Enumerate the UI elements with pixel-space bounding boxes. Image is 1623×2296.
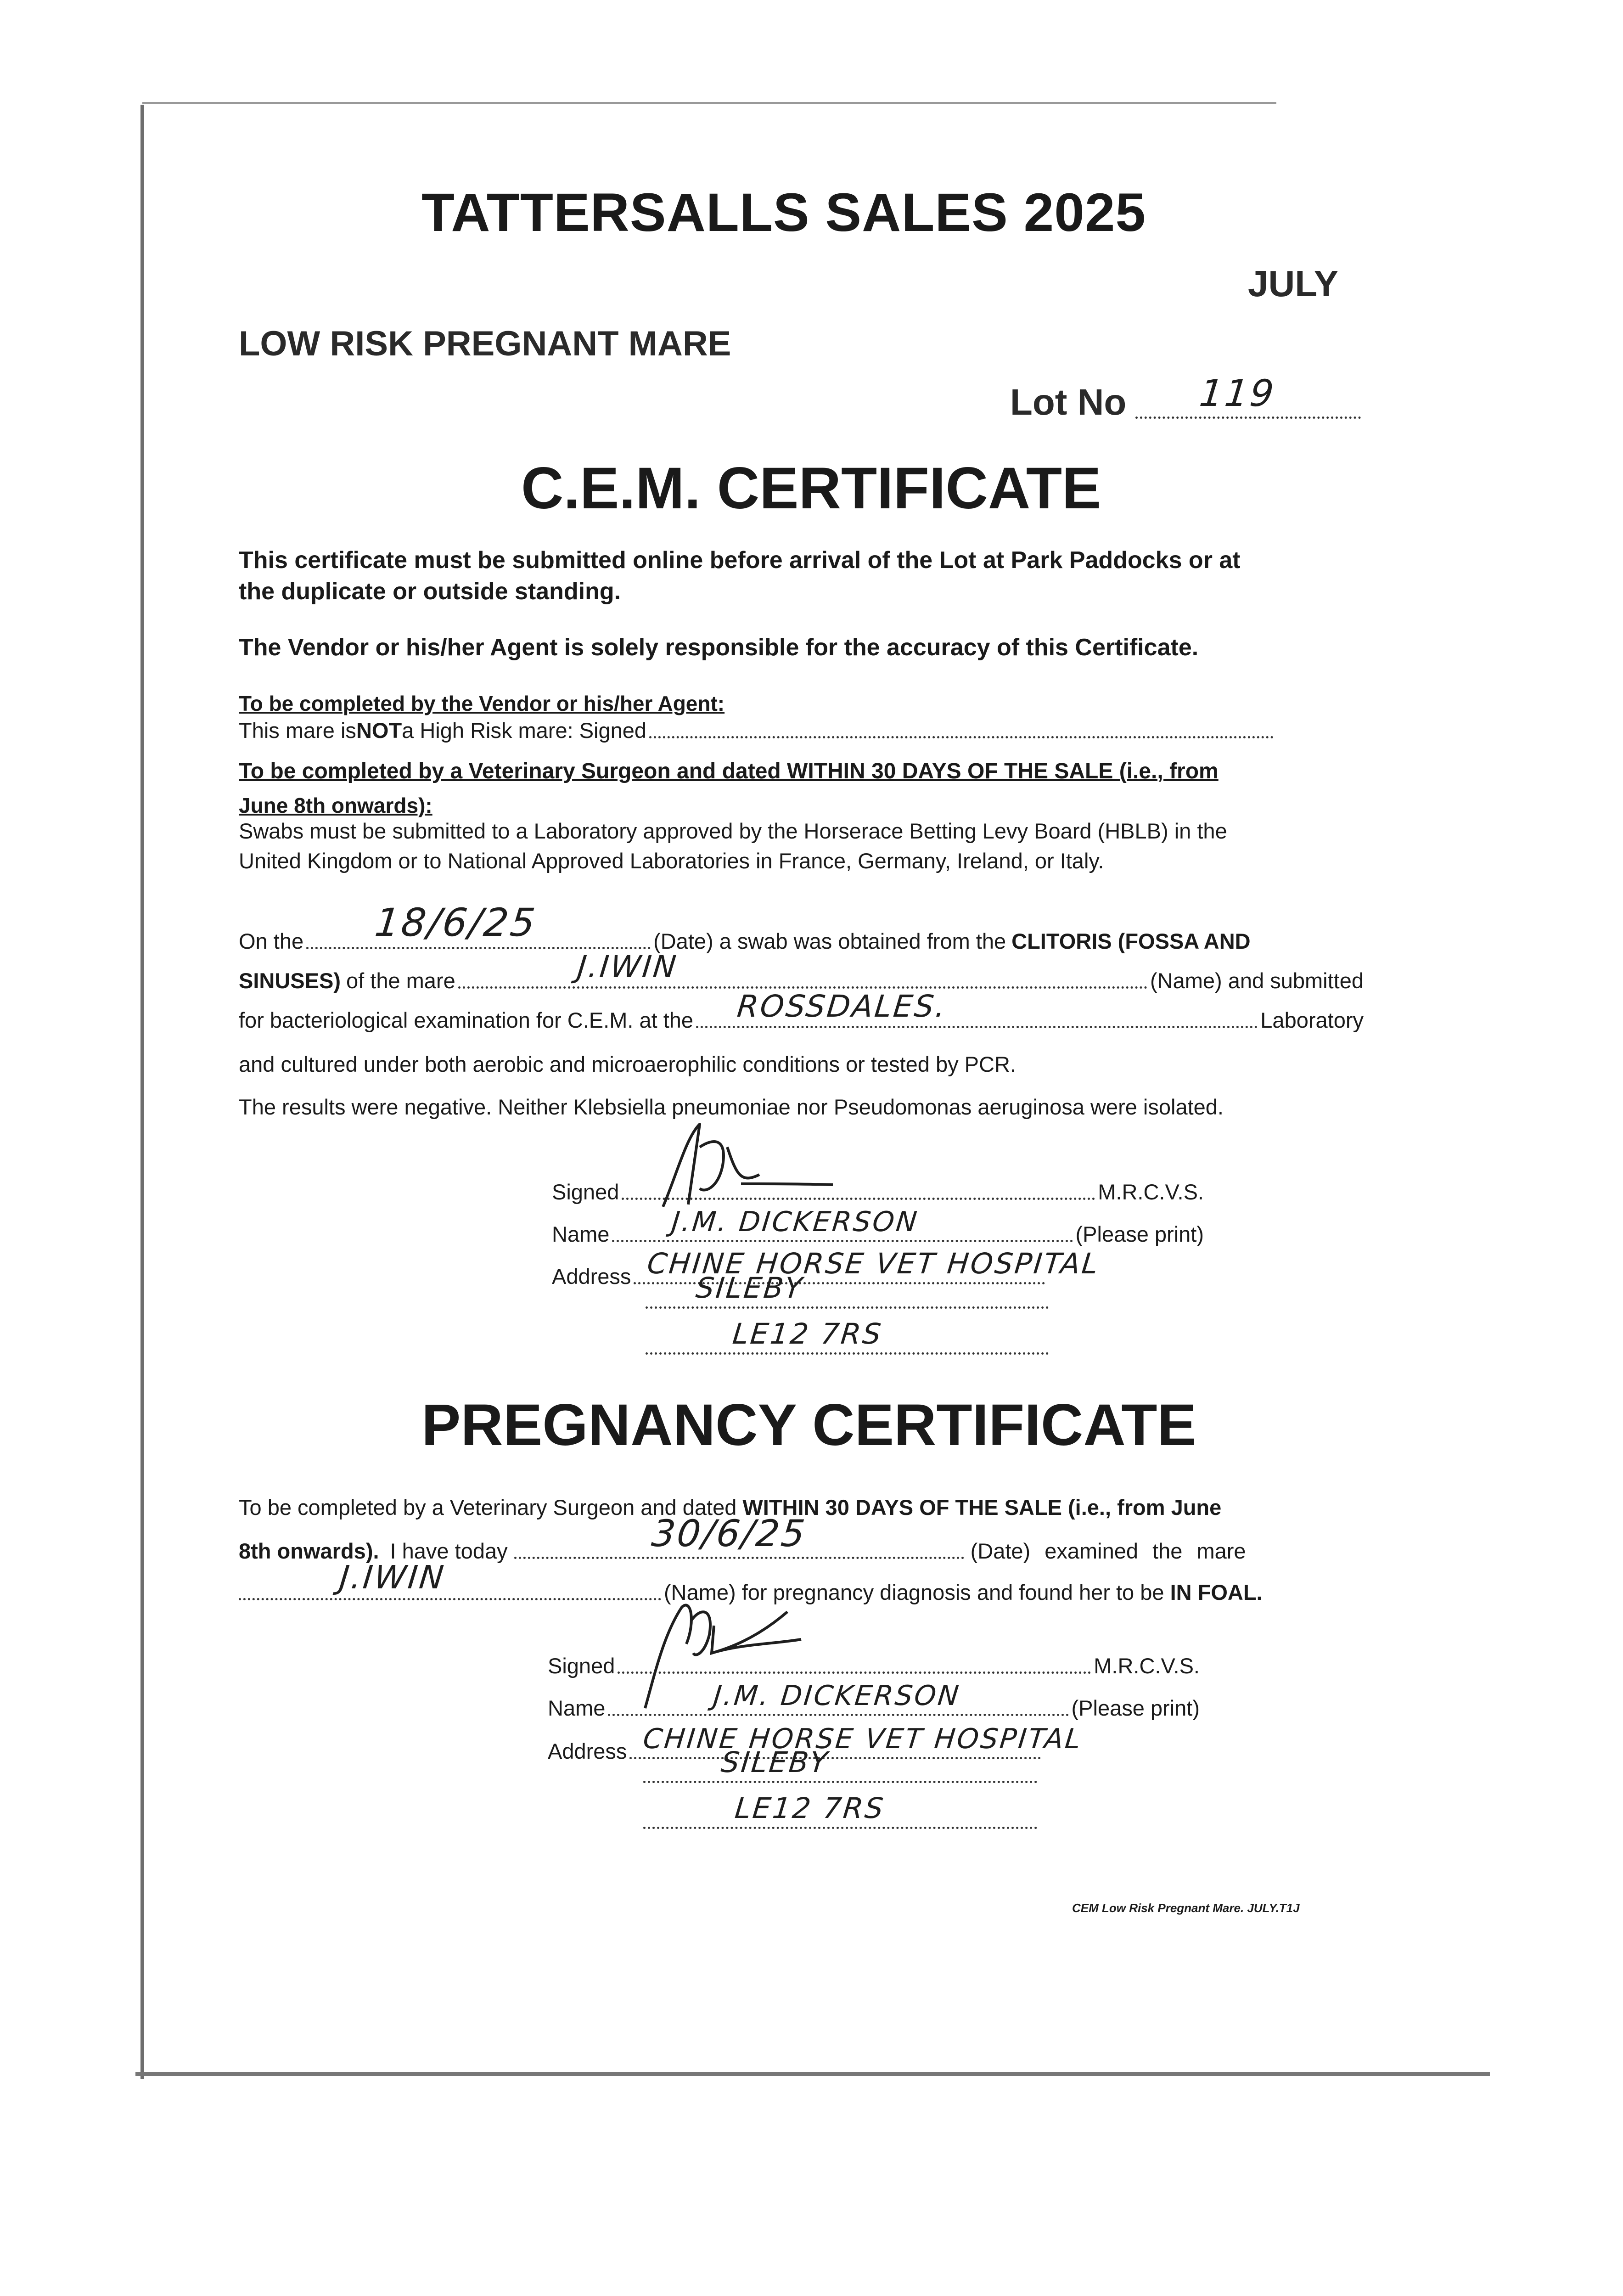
swabs-line-2: United Kingdom or to National Approved Laboratories in France, Germany, Ireland, or Italy. xyxy=(239,849,1104,873)
pregnancy-date-value[interactable]: 30/6/25 xyxy=(649,1512,809,1555)
cem-address-line-3 xyxy=(643,1317,1051,1359)
sale-month: JULY xyxy=(1248,263,1339,304)
laboratory-line: for bacteriological examination for C.E.M. at the ROSSDALES. Laboratory xyxy=(239,989,1364,1032)
lot-number xyxy=(1010,372,1364,423)
page-edge-left xyxy=(140,105,144,2079)
cem-signature-field[interactable] xyxy=(622,1198,1095,1200)
cem-intro-line-1: This certificate must be submitted online before arrival of the Lot at Park Paddocks or at xyxy=(239,547,1241,574)
pregnancy-address-3-value[interactable]: LE12 7RS xyxy=(733,1791,887,1825)
cem-signed-line: Signed M.R.C.V.S. xyxy=(552,1179,1204,1204)
cem-address-3-value[interactable]: LE12 7RS xyxy=(731,1317,885,1351)
pregnancy-mare-line: J.IWIN (Name) for pregnancy diagnosis and found her to be IN FOAL. xyxy=(239,1580,1364,1605)
form-reference-footer: CEM Low Risk Pregnant Mare. JULY.T1J xyxy=(1072,1901,1300,1915)
mare-name-line: SINUSES) of the mare J.IWIN (Name) and submitted xyxy=(239,949,1364,993)
cem-vet-name-value[interactable]: J.M. DICKERSON xyxy=(670,1206,921,1238)
cem-name-line: Name J.M. DICKERSON (Please print) xyxy=(552,1206,1204,1246)
page-edge-top xyxy=(142,102,1276,104)
pregnancy-name-line: Name J.M. DICKERSON (Please print) xyxy=(548,1680,1200,1720)
lot-value[interactable]: 119 xyxy=(1197,372,1278,415)
cem-address-line-1: Address CHINE HORSE VET HOSPITAL xyxy=(552,1247,1102,1289)
swabs-line-1: Swabs must be submitted to a Laboratory approved by the Horserace Betting Levy Board (HBLB) in the xyxy=(239,819,1227,843)
vendor-signature-field[interactable] xyxy=(649,736,1274,738)
responsibility-statement: The Vendor or his/her Agent is solely responsible for the accuracy of this Certificate. xyxy=(239,634,1199,661)
pregnancy-date-line: 8th onwards). I have today 30/6/25 (Date) examined the mare xyxy=(239,1512,1246,1563)
pregnancy-line-1: To be completed by a Veterinary Surgeon and dated WITHIN 30 DAYS OF THE SALE (i.e., from June xyxy=(239,1495,1222,1519)
pregnancy-vet-name-value[interactable]: J.M. DICKERSON xyxy=(712,1680,962,1712)
laboratory-value[interactable]: ROSSDALES. xyxy=(736,989,949,1024)
cem-address-1-value[interactable]: CHINE HORSE VET HOSPITAL xyxy=(646,1247,1102,1280)
pregnancy-address-line-3 xyxy=(640,1791,1040,1834)
pregnancy-address-2-value[interactable]: SILEBY xyxy=(719,1745,831,1779)
cem-address-line-2 xyxy=(643,1271,1051,1313)
pregnancy-mare-name-value[interactable]: J.IWIN xyxy=(337,1559,448,1596)
pregnancy-address-line-2 xyxy=(640,1745,1040,1788)
vendor-declaration: This mare is NOT a High Risk mare: Signed xyxy=(239,718,1276,743)
page-edge-bottom xyxy=(135,2072,1490,2076)
lot-label: Lot No xyxy=(1010,382,1127,422)
vet-section-heading-1: To be completed by a Veterinary Surgeon and dated WITHIN 30 DAYS OF THE SALE (i.e., from xyxy=(239,759,1219,783)
vet-section-heading-2: June 8th onwards): xyxy=(239,793,432,817)
swab-date-value[interactable]: 18/6/25 xyxy=(372,900,539,945)
results-statement: The results were negative. Neither Klebsiella pneumoniae nor Pseudomonas aeruginosa were isolated. xyxy=(239,1095,1224,1119)
cem-intro-line-2: the duplicate or outside standing. xyxy=(239,578,621,605)
cem-address-2-value[interactable]: SILEBY xyxy=(694,1271,806,1305)
pregnancy-signed-line: Signed M.R.C.V.S. xyxy=(548,1653,1200,1678)
cem-mare-name-value[interactable]: J.IWIN xyxy=(575,949,680,985)
pregnancy-address-1-value[interactable]: CHINE HORSE VET HOSPITAL xyxy=(641,1723,1084,1755)
swab-date-line: On the 18/6/25 (Date) a swab was obtained from the CLITORIS (FOSSA AND xyxy=(239,900,1251,953)
certificate-type: LOW RISK PREGNANT MARE xyxy=(239,324,731,363)
culture-statement: and cultured under both aerobic and microaerophilic conditions or tested by PCR. xyxy=(239,1052,1016,1076)
cem-vet-signature xyxy=(649,1120,842,1211)
pregnancy-address-line-1: Address CHINE HORSE VET HOSPITAL xyxy=(548,1723,1084,1763)
vendor-section-heading: To be completed by the Vendor or his/her Agent: xyxy=(239,692,725,715)
pregnancy-signature-field[interactable] xyxy=(618,1671,1091,1674)
pregnancy-certificate-title: PREGNANCY CERTIFICATE xyxy=(421,1392,1196,1458)
document-title: TATTERSALLS SALES 2025 xyxy=(421,182,1146,243)
cem-certificate-title: C.E.M. CERTIFICATE xyxy=(521,456,1101,521)
